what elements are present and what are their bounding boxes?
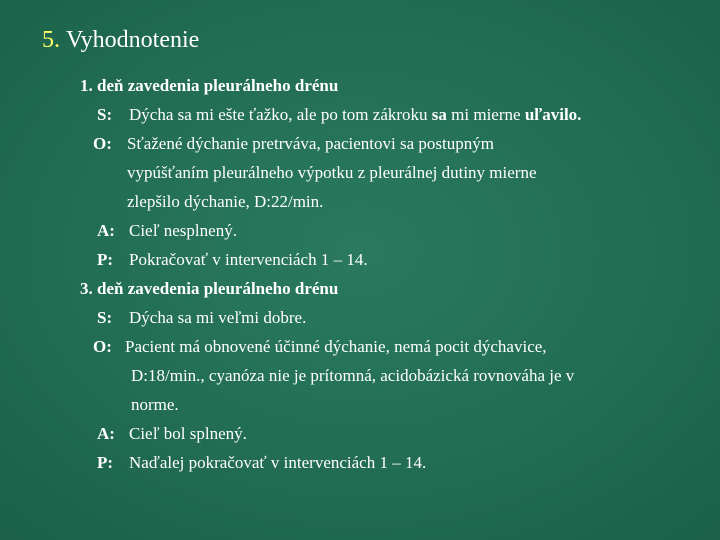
o-line1: Sťažené dýchanie pretrváva, pacientovi sa postupným	[127, 134, 494, 153]
section1-o-line2: vypúšťaním pleurálneho výpotku z pleurálnej dutiny mierne	[127, 163, 537, 182]
soap-label-s: S:	[97, 308, 113, 327]
s-text-bold1: sa	[431, 105, 447, 124]
soap-label-p: P:	[97, 453, 114, 472]
section3-s-row	[97, 308, 306, 328]
section3-o-line2: D:18/min., cyanóza nie je prítomná, acidobázická rovnováha je v	[131, 366, 575, 385]
title-text: Vyhodnotenie	[66, 27, 200, 53]
title-number: 5.	[42, 27, 60, 53]
s-text-part1: Dýcha sa mi ešte ťažko, ale po tom zákroku	[129, 105, 432, 124]
soap-label-s: S:	[97, 105, 113, 124]
s-text-bold2: uľavilo.	[524, 105, 582, 124]
s-text-part2: mi mierne	[446, 105, 525, 124]
section3-a-row	[97, 424, 247, 444]
section1-o-row	[93, 134, 494, 154]
soap-label-o: O:	[93, 337, 112, 356]
section1-p-row	[97, 250, 368, 270]
page-title	[42, 27, 199, 54]
a-text: Cieľ bol splnený.	[129, 424, 247, 443]
soap-label-a: A:	[97, 221, 115, 240]
soap-label-o: O:	[93, 134, 112, 153]
section1-a-row	[97, 221, 237, 241]
soap-label-p: P:	[97, 250, 114, 269]
s-text: Dýcha sa mi veľmi dobre.	[129, 308, 307, 327]
p-text: Naďalej pokračovať v intervenciách 1 – 14.	[129, 453, 427, 472]
section1-o-line3: zlepšilo dýchanie, D:22/min.	[127, 192, 324, 211]
section3-o-row	[93, 337, 547, 357]
o-line1: Pacient má obnovené účinné dýchanie, nemá pocit dýchavice,	[125, 337, 547, 356]
a-text: Cieľ nesplnený.	[129, 221, 237, 240]
section1-s-row	[97, 105, 581, 125]
soap-label-a: A:	[97, 424, 115, 443]
section3-heading: 3. deň zavedenia pleurálneho drénu	[80, 279, 339, 298]
section3-p-row	[97, 453, 426, 473]
section1-heading: 1. deň zavedenia pleurálneho drénu	[80, 76, 339, 95]
section3-o-line3: norme.	[131, 395, 179, 414]
p-text: Pokračovať v intervenciách 1 – 14.	[129, 250, 368, 269]
